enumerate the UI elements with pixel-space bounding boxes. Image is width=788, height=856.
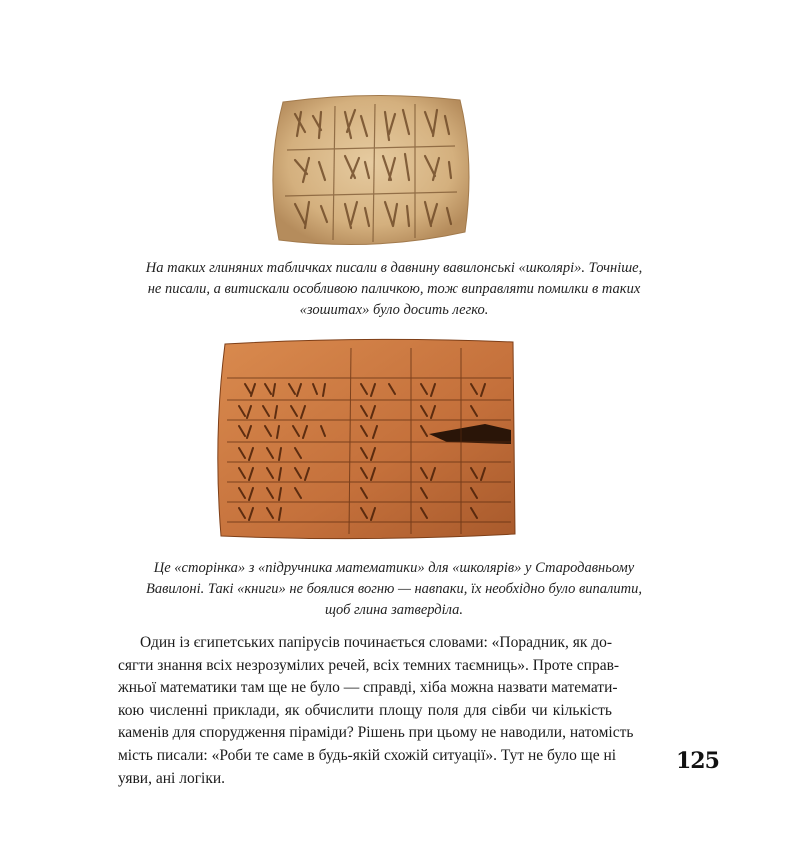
caption-line: Це «сторінка» з «підручника математики» для «школярів» у Стародавньому — [153, 560, 635, 576]
figure-caption-2 — [100, 558, 688, 621]
caption-line: щоб глина затверділа. — [324, 602, 464, 618]
figure-caption-1 — [100, 258, 688, 321]
body-line: сягти знання всіх незрозумілих речей, всіх темних таємниць». Проте справ- — [118, 656, 620, 674]
clay-tablet-math-image — [215, 338, 517, 540]
body-line: кою численні приклади, як обчислити площу поля для сівби чи кількість — [118, 701, 612, 719]
body-line: каменів для спорудження піраміди? Рішень при цьому не наводили, натомість — [118, 724, 634, 742]
body-line: жньої математики там ще не було — справді, хіба можна назвати математи- — [118, 679, 618, 697]
body-line: уяви, ані логіки. — [118, 769, 226, 787]
page-number: 125 — [676, 748, 719, 774]
body-line: Один із єгипетських папірусів починається словами: «Порадник, як до- — [140, 634, 613, 651]
body-paragraph — [118, 632, 634, 790]
caption-line: не писали, а витискали особливою паличкою, тож виправляти помилки в таких — [147, 281, 641, 297]
body-line: мість писали: «Роби те саме в будь-якій схожій ситуації». Тут не було ще ні — [118, 746, 617, 764]
caption-line: На таких глиняних табличках писали в давнину вавилонські «школярі». Точніше, — [145, 260, 643, 276]
caption-line: Вавилоні. Такі «книги» не боялися вогню — навпаки, їх необхідно було випалити, — [146, 581, 642, 597]
caption-line: «зошитах» було досить легко. — [299, 302, 489, 318]
clay-tablet-school-image — [265, 92, 475, 250]
